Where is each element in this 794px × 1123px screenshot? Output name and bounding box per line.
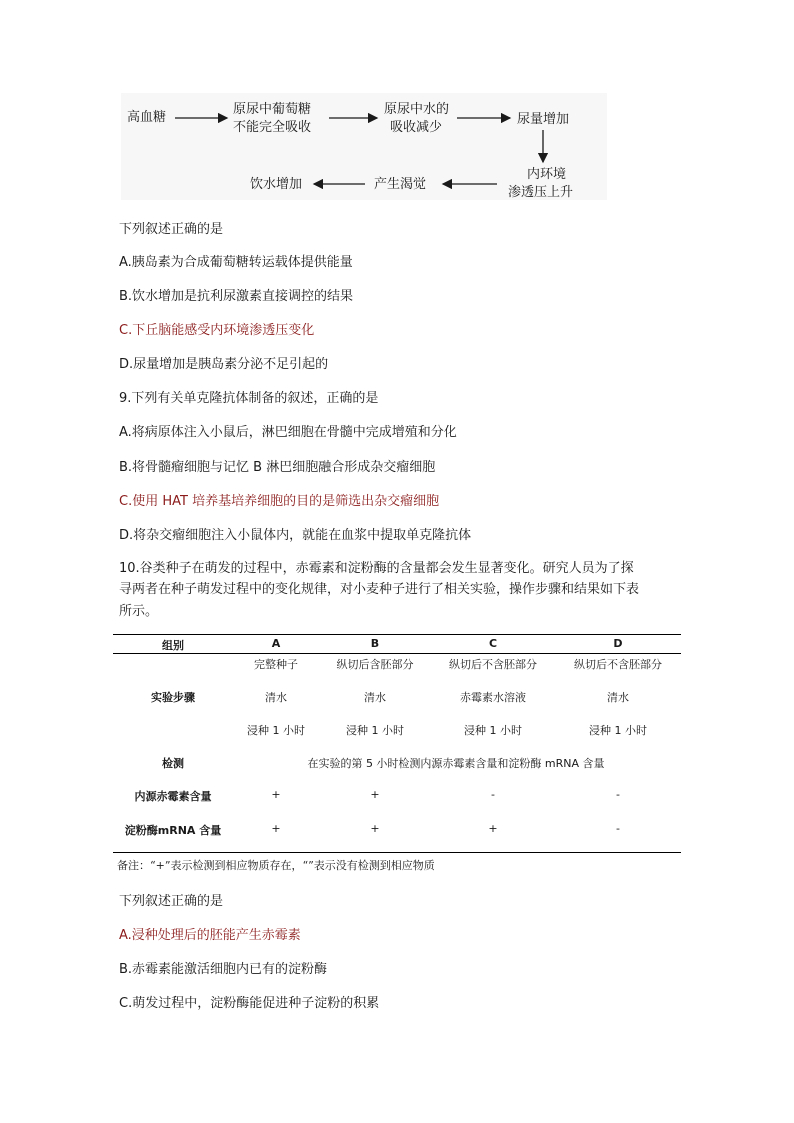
table-row-mrna: 淀粉酶mRNA 含量	[124, 824, 222, 837]
q8-stem: 下列叙述正确的是	[119, 222, 224, 237]
table-solution-d: 清水	[607, 691, 629, 704]
flow-node-urine: 尿量增加	[517, 112, 570, 127]
table-soak-d: 浸种 1 小时	[589, 724, 647, 737]
table-ga-b: +	[370, 788, 380, 801]
flow-arrows	[0, 0, 794, 220]
table-seed-a: 完整种子	[254, 658, 298, 671]
q10-stem-line2: 寻两者在种子萌发过程中的变化规律，对小麦种子进行了相关实验，操作步骤和结果如下表	[119, 582, 640, 597]
q10-stem-line1: 10.谷类种子在萌发的过程中，赤霉素和淀粉酶的含量都会发生显著变化。研究人员为了探	[119, 561, 634, 576]
q8-option-d: D.尿量增加是胰岛素分泌不足引起的	[119, 357, 329, 372]
q10-option-b: B.赤霉素能激活细胞内已有的淀粉酶	[119, 962, 328, 977]
table-header-a: A	[271, 637, 281, 650]
table-soak-c: 浸种 1 小时	[464, 724, 522, 737]
flow-node-water-l2: 吸收减少	[390, 120, 443, 135]
table-note: 备注：“+”表示检测到相应物质存在，“”表示没有检测到相应物质	[117, 859, 435, 872]
table-soak-a: 浸种 1 小时	[247, 724, 305, 737]
q10-option-c: C.萌发过程中，淀粉酶能促进种子淀粉的积累	[119, 996, 380, 1011]
table-detect-text: 在实验的第 5 小时检测内源赤霉素含量和淀粉酶 mRNA 含量	[307, 757, 605, 770]
flow-node-osmotic-l2: 渗透压上升	[508, 185, 574, 200]
flow-node-high-blood-sugar: 高血糖	[127, 110, 167, 125]
table-seed-c: 纵切后不含胚部分	[449, 658, 537, 671]
q8-option-c-answer: C.下丘脑能感受内环境渗透压变化	[119, 323, 315, 338]
table-ga-d: -	[616, 788, 620, 801]
q9-stem: 9.下列有关单克隆抗体制备的叙述，正确的是	[119, 391, 379, 406]
flow-node-glucose-l1: 原尿中葡萄糖	[233, 102, 312, 117]
table-header-rule	[113, 653, 681, 654]
table-mrna-d: -	[616, 822, 620, 835]
table-row-detect: 检测	[162, 757, 184, 770]
table-mrna-b: +	[370, 822, 380, 835]
q9-option-a: A.将病原体注入小鼠后，淋巴细胞在骨髓中完成增殖和分化	[119, 425, 457, 440]
q9-option-b: B.将骨髓瘤细胞与记忆 B 淋巴细胞融合形成杂交瘤细胞	[119, 460, 436, 475]
flow-node-glucose-l2: 不能完全吸收	[233, 120, 312, 135]
table-solution-c: 赤霉素水溶液	[460, 691, 526, 704]
q10-option-a-answer: A.浸种处理后的胚能产生赤霉素	[119, 928, 301, 943]
q10-stem-line3: 所示。	[119, 604, 159, 619]
table-row-steps: 实验步骤	[151, 691, 195, 704]
flow-node-water-l1: 原尿中水的	[384, 102, 450, 117]
q8-option-a: A.胰岛素为合成葡萄糖转运载体提供能量	[119, 255, 353, 270]
table-solution-b: 清水	[364, 691, 386, 704]
table-header-d: D	[613, 637, 623, 650]
table-bottom-rule	[113, 852, 681, 853]
q10-stem2: 下列叙述正确的是	[119, 894, 224, 909]
flow-node-thirst: 产生渴觉	[374, 177, 427, 192]
q9-option-d: D.将杂交瘤细胞注入小鼠体内，就能在血浆中提取单克隆抗体	[119, 528, 472, 543]
table-seed-b: 纵切后含胚部分	[336, 658, 414, 671]
flow-node-osmotic-l1: 内环境	[527, 167, 567, 182]
table-solution-a: 清水	[265, 691, 287, 704]
table-header-group: 组别	[162, 639, 184, 652]
table-header-b: B	[370, 637, 380, 650]
table-mrna-c: +	[488, 822, 498, 835]
flow-node-drink: 饮水增加	[250, 177, 303, 192]
table-header-c: C	[488, 637, 498, 650]
table-mrna-a: +	[271, 822, 281, 835]
table-ga-c: -	[491, 788, 495, 801]
q9-option-c-answer: C.使用 HAT 培养基培养细胞的目的是筛选出杂交瘤细胞	[119, 494, 440, 509]
table-top-rule	[113, 634, 681, 635]
table-row-ga: 内源赤霉素含量	[134, 790, 212, 803]
table-ga-a: +	[271, 788, 281, 801]
q8-option-b: B.饮水增加是抗利尿激素直接调控的结果	[119, 289, 354, 304]
table-seed-d: 纵切后不含胚部分	[574, 658, 662, 671]
table-soak-b: 浸种 1 小时	[346, 724, 404, 737]
